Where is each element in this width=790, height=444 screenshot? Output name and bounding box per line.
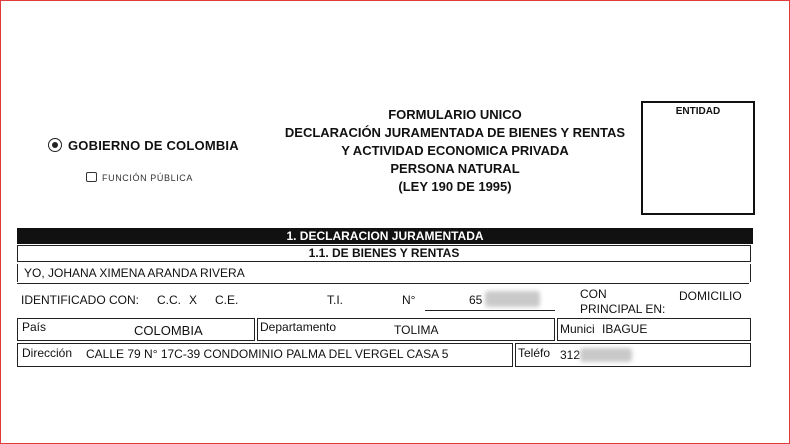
telefono-cell [515,343,751,367]
entidad-box[interactable] [641,101,755,215]
address-row [17,343,749,363]
title-line-1: FORMULARIO UNICO [388,107,522,122]
redacted-id-number [485,291,540,307]
direccion-value[interactable]: CALLE 79 N° 17C-39 CONDOMINIO PALMA DEL VERGEL CASA 5 [86,347,449,361]
divider [17,283,749,284]
pais-cell [17,318,255,341]
identificado-label: IDENTIFICADO CON: [21,293,140,307]
direccion-label: Dirección [22,346,73,360]
section-title-band [17,228,753,244]
redacted-phone [580,348,632,362]
domicilio-label: DOMICILIO [679,289,742,303]
ce-label: C.E. [215,293,239,307]
section-subtitle: 1.1. DE BIENES Y RENTAS [308,246,460,260]
gobierno-logo [48,138,239,153]
principal-label: PRINCIPAL EN: [580,302,666,316]
pais-label: País [22,320,47,334]
identification-row [17,286,749,316]
id-underline [425,310,555,311]
funcion-publica-icon [86,172,97,182]
seal-icon [48,138,62,152]
municipio-cell [557,318,751,341]
form-title [240,106,670,196]
direccion-cell [17,343,513,367]
gobierno-name: GOBIERNO DE COLOMBIA [68,138,239,153]
telefono-label: Teléfo [518,346,551,360]
cc-label: C.C. [157,293,181,307]
funcion-publica-name: FUNCIÓN PÚBLICA [102,173,194,183]
title-line-2: DECLARACIÓN JURAMENTADA DE BIENES Y RENTAS [284,125,626,140]
municipio-value[interactable]: IBAGUE [602,322,648,336]
entidad-label: ENTIDAD [675,106,721,117]
location-row [17,318,749,340]
declarant-row [17,264,751,282]
municipio-label: Munici [560,322,595,336]
con-label: CON [580,287,607,301]
id-number-field[interactable]: 65 [469,293,483,307]
title-line-5: (LEY 190 DE 1995) [398,179,512,194]
ti-label: T.I. [327,293,344,307]
section-title: 1. DECLARACION JURAMENTADA [286,229,484,243]
pais-value[interactable]: COLOMBIA [134,323,203,338]
numero-label: N° [402,293,416,307]
section-subtitle-row [17,245,751,262]
title-line-3: Y ACTIVIDAD ECONOMICA PRIVADA [341,143,569,158]
funcion-publica-logo [86,172,193,183]
title-line-4: PERSONA NATURAL [390,161,520,176]
declarant-text: YO, JOHANA XIMENA ARANDA RIVERA [24,266,245,280]
departamento-cell [257,318,555,341]
cc-mark[interactable]: X [189,293,198,307]
telefono-value[interactable]: 312 [560,348,581,362]
departamento-value[interactable]: TOLIMA [394,323,439,337]
departamento-label: Departamento [260,320,337,334]
